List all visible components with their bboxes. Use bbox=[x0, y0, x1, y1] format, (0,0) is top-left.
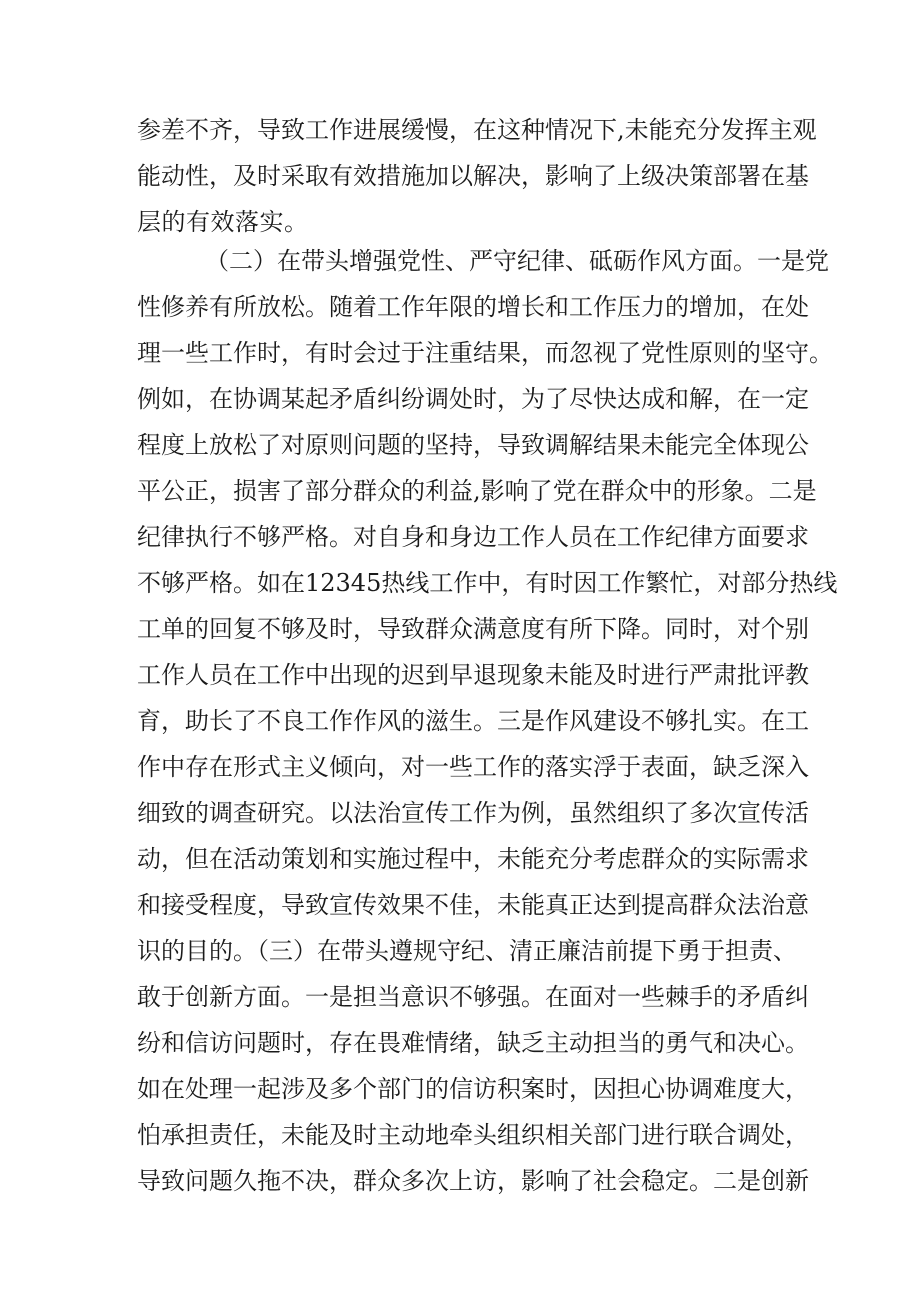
text-line: 识的目的。（三）在带头遵规守纪、清正廉洁前提下勇于担责、 bbox=[137, 937, 797, 965]
text-line: 纷和信访问题时，存在畏难情绪，缺乏主动担当的勇气和决心。 bbox=[137, 1029, 809, 1057]
text-line: 例如，在协调某起矛盾纠纷调处时，为了尽快达成和解，在一定 bbox=[137, 385, 809, 413]
text-line: 导致问题久拖不决，群众多次上访，影响了社会稳定。二是创新 bbox=[137, 1167, 809, 1195]
text-line: 参差不齐，导致工作进展缓慢，在这种情况下,未能充分发挥主观 bbox=[137, 116, 817, 144]
text-line: 如在处理一起涉及多个部门的信访积案时，因担心协调难度大， bbox=[137, 1075, 809, 1103]
text-line: 动，但在活动策划和实施过程中，未能充分考虑群众的实际需求 bbox=[137, 845, 809, 873]
text-line: 工作人员在工作中出现的迟到早退现象未能及时进行严肃批评教 bbox=[137, 661, 809, 689]
text-line: 怕承担责任，未能及时主动地牵头组织相关部门进行联合调处， bbox=[137, 1121, 809, 1149]
text-line: 纪律执行不够严格。对自身和身边工作人员在工作纪律方面要求 bbox=[137, 523, 809, 551]
text-line: 程度上放松了对原则问题的坚持，导致调解结果未能完全体现公 bbox=[137, 431, 809, 459]
text-line: 理一些工作时，有时会过于注重结果，而忽视了党性原则的坚守。 bbox=[137, 339, 833, 367]
text-line: 不够严格。如在12345热线工作中，有时因工作繁忙，对部分热线 bbox=[137, 569, 838, 597]
text-line: 作中存在形式主义倾向，对一些工作的落实浮于表面，缺乏深入 bbox=[137, 753, 809, 781]
text-line: 性修养有所放松。随着工作年限的增长和工作压力的增加，在处 bbox=[137, 293, 809, 321]
paragraph-first-line: （二）在带头增强党性、严守纪律、砥砺作风方面。一是党 bbox=[205, 247, 829, 275]
text-line: 层的有效落实。 bbox=[137, 208, 309, 236]
text-line: 细致的调查研究。以法治宣传工作为例，虽然组织了多次宣传活 bbox=[137, 799, 809, 827]
text-line: 平公正，损害了部分群众的利益,影响了党在群众中的形象。二是 bbox=[137, 477, 817, 505]
text-line: 育，助长了不良工作作风的滋生。三是作风建设不够扎实。在工 bbox=[137, 707, 809, 735]
text-line: 能动性，及时采取有效措施加以解决，影响了上级决策部署在基 bbox=[137, 162, 809, 190]
text-line: 工单的回复不够及时，导致群众满意度有所下降。同时，对个别 bbox=[137, 615, 809, 643]
text-line: 敢于创新方面。一是担当意识不够强。在面对一些棘手的矛盾纠 bbox=[137, 983, 809, 1011]
text-line: 和接受程度，导致宣传效果不佳，未能真正达到提高群众法治意 bbox=[137, 891, 809, 919]
